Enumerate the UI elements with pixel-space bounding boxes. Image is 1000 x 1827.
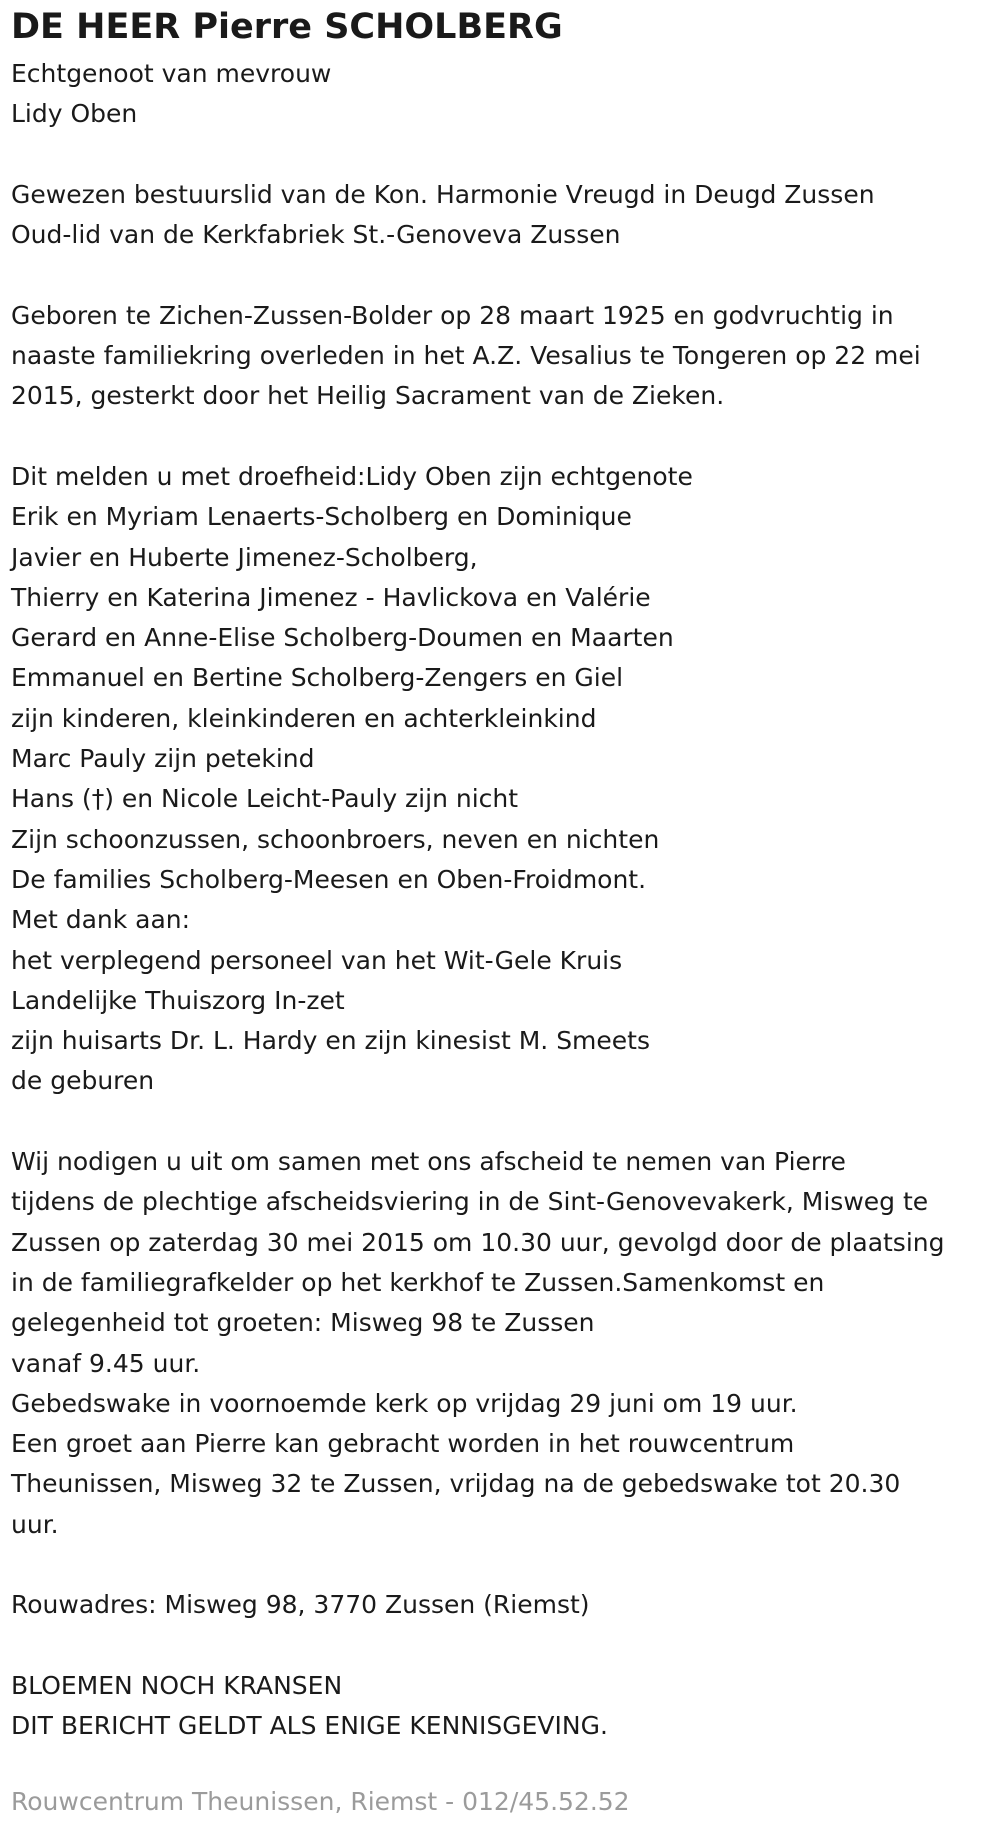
notice-title: DE HEER Pierre SCHOLBERG xyxy=(11,7,563,47)
family-line: Met dank aan: xyxy=(11,905,191,935)
family-line: zijn kinderen, kleinkinderen en achterkleinkind xyxy=(11,703,597,733)
intro-section xyxy=(11,54,996,135)
roles-line: Oud-lid van de Kerkfabriek St.-Genoveva Zussen xyxy=(11,220,621,250)
roles-line: Gewezen bestuurslid van de Kon. Harmonie Vreugd in Deugd Zussen xyxy=(11,179,875,209)
family-line: Thierry en Katerina Jimenez - Havlickova en Valérie xyxy=(11,582,651,612)
paragraph-gap xyxy=(11,255,996,295)
invitation-section xyxy=(11,1142,996,1545)
family-line: zijn huisarts Dr. L. Hardy en zijn kinesist M. Smeets xyxy=(11,1026,651,1056)
mourning-address: Rouwadres: Misweg 98, 3770 Zussen (Riemst) xyxy=(11,1590,590,1620)
invitation-line: vanaf 9.45 uur. xyxy=(11,1348,201,1378)
birth-line: 2015, gesterkt door het Heilig Sacrament van de Zieken. xyxy=(11,381,725,411)
birth-line: Geboren te Zichen-Zussen-Bolder op 28 maart 1925 en godvruchtig in xyxy=(11,300,894,330)
paragraph-gap xyxy=(11,135,996,175)
family-line: Javier en Huberte Jimenez-Scholberg, xyxy=(11,542,478,572)
family-line: Dit melden u met droefheid:Lidy Oben zijn echtgenote xyxy=(11,461,693,491)
invitation-line: Een groet aan Pierre kan gebracht worden in het rouwcentrum xyxy=(11,1429,795,1459)
invitation-line: Gebedswake in voornoemde kerk op vrijdag 29 juni om 19 uur. xyxy=(11,1388,798,1418)
family-line: het verplegend personeel van het Wit-Gele Kruis xyxy=(11,945,623,975)
paragraph-gap xyxy=(11,1545,996,1585)
family-line: Erik en Myriam Lenaerts-Scholberg en Dominique xyxy=(11,502,632,532)
paragraph-gap xyxy=(11,1626,996,1666)
family-line: De families Scholberg-Meesen en Oben-Froidmont. xyxy=(11,864,647,894)
family-line: Landelijke Thuiszorg In-zet xyxy=(11,985,345,1015)
family-line: Zijn schoonzussen, schoonbroers, neven en nichten xyxy=(11,824,660,854)
death-notice xyxy=(11,0,996,1746)
invitation-line: uur. xyxy=(11,1509,59,1539)
birth-section xyxy=(11,296,996,417)
paragraph-gap xyxy=(11,1102,996,1142)
closing-line: DIT BERICHT GELDT ALS ENIGE KENNISGEVING. xyxy=(11,1711,608,1741)
invitation-line: Wij nodigen u uit om samen met ons afscheid te nemen van Pierre xyxy=(11,1147,846,1177)
invitation-line: Zussen op zaterdag 30 mei 2015 om 10.30 uur, gevolgd door de plaatsing xyxy=(11,1227,945,1257)
family-line: de geburen xyxy=(11,1066,155,1096)
funeral-home-footer: Rouwcentrum Theunissen, Riemst - 012/45.52.52 xyxy=(11,1787,630,1816)
family-line: Emmanuel en Bertine Scholberg-Zengers en Giel xyxy=(11,663,624,693)
invitation-line: in de familiegrafkelder op het kerkhof te Zussen.Samenkomst en xyxy=(11,1267,825,1297)
intro-line: Echtgenoot van mevrouw xyxy=(11,59,332,88)
birth-line: naaste familiekring overleden in het A.Z. Vesalius te Tongeren op 22 mei xyxy=(11,341,921,371)
invitation-line: tijdens de plechtige afscheidsviering in de Sint-Genovevakerk, Misweg te xyxy=(11,1187,929,1217)
roles-section xyxy=(11,175,996,256)
family-line: Marc Pauly zijn petekind xyxy=(11,744,315,774)
family-line: Hans (†) en Nicole Leicht-Pauly zijn nicht xyxy=(11,784,519,814)
invitation-line: Theunissen, Misweg 32 te Zussen, vrijdag na de gebedswake tot 20.30 xyxy=(11,1469,901,1499)
closing-section xyxy=(11,1666,996,1747)
invitation-line: gelegenheid tot groeten: Misweg 98 te Zussen xyxy=(11,1308,595,1338)
address-section xyxy=(11,1585,996,1625)
family-line: Gerard en Anne-Elise Scholberg-Doumen en Maarten xyxy=(11,623,674,653)
closing-line: BLOEMEN NOCH KRANSEN xyxy=(11,1670,343,1700)
family-section xyxy=(11,457,996,1102)
intro-line: Lidy Oben xyxy=(11,99,138,129)
paragraph-gap xyxy=(11,417,996,457)
